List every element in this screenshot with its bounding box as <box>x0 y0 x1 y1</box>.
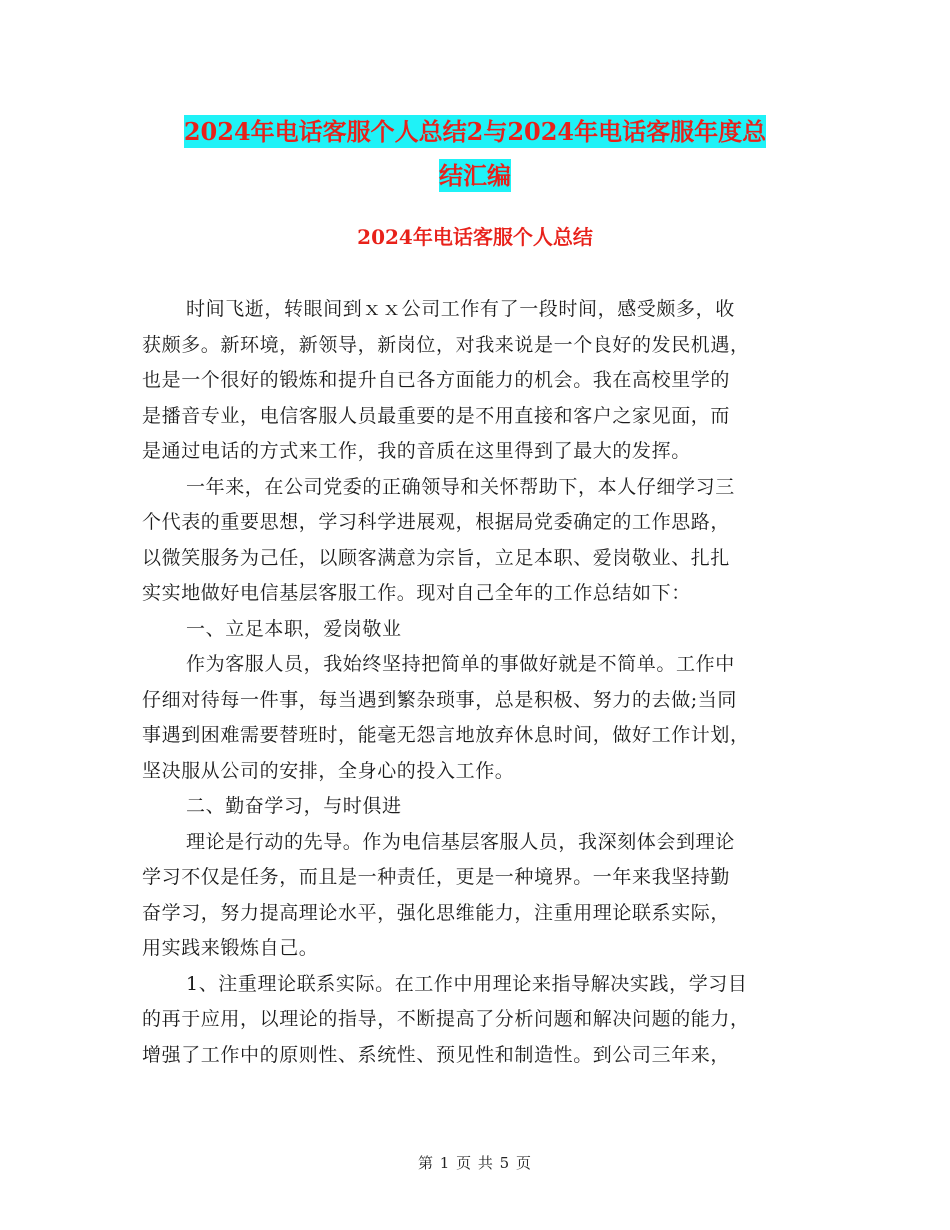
document-title <box>0 110 950 198</box>
body-line: 作为客服人员，我始终坚持把简单的事做好就是不简单。工作中 <box>186 653 735 675</box>
body-line: 以微笑服务为己任，以顾客满意为宗旨，立足本职、爱岗敬业、扎扎 <box>142 546 731 569</box>
section-heading: 二、勤奋学习，与时俱进 <box>186 795 402 817</box>
body-line: 的再于应用，以理论的指导，不断提高了分析问题和解决问题的能力， <box>142 1008 750 1030</box>
body-line: 实实地做好电信基层客服工作。现对自己全年的工作总结如下： <box>142 582 691 604</box>
section-title: 2024年电话客服个人总结 <box>357 225 593 249</box>
body-line: 是播音专业，电信客服人员最重要的是不用直接和客户之家见面，而 <box>142 404 731 427</box>
body-line: 仔细对待每一件事，每当遇到繁杂琐事，总是积极、努力的去做;当同 <box>142 688 738 711</box>
body-line: 用实践来锻炼自己。 <box>142 937 319 959</box>
section-heading: 一、立足本职，爱岗敬业 <box>186 617 402 640</box>
document-title-line-2: 结汇编 <box>439 161 511 190</box>
body-line: 时间飞逝，转眼间到ｘｘ公司工作有了一段时间，感受颇多，收 <box>186 298 735 320</box>
body-line: 增强了工作中的原则性、系统性、预见性和制造性。到公司三年来， <box>142 1043 731 1066</box>
body-line: 获颇多。新环境，新领导，新岗位，对我来说是一个良好的发民机遇， <box>142 333 750 356</box>
body-line: 1、注重理论联系实际。在工作中用理论来指导解决实践，学习目 <box>186 972 748 995</box>
body-line: 是通过电话的方式来工作，我的音质在这里得到了最大的发挥。 <box>142 440 691 462</box>
body-line: 奋学习，努力提高理论水平，强化思维能力，注重用理论联系实际， <box>142 901 731 924</box>
body-line: 坚决服从公司的安排，全身心的投入工作。 <box>142 759 515 782</box>
body-line: 理论是行动的先导。作为电信基层客服人员，我深刻体会到理论 <box>186 830 735 853</box>
body-text <box>142 292 808 1073</box>
body-line: 学习不仅是任务，而且是一种责任，更是一种境界。一年来我坚持勤 <box>142 866 731 888</box>
body-line: 也是一个很好的锻炼和提升自已各方面能力的机会。我在高校里学的 <box>142 369 731 391</box>
body-line: 一年来，在公司党委的正确领导和关怀帮助下，本人仔细学习三 <box>186 475 735 498</box>
page-footer: 第 1 页 共 5 页 <box>418 1154 532 1172</box>
body-line: 个代表的重要思想，学习科学进展观，根据局党委确定的工作思路， <box>142 511 731 533</box>
document-title-line-1: 2024年电话客服个人总结2与2024年电话客服年度总 <box>183 117 767 146</box>
body-line: 事遇到困难需要替班时，能毫无怨言地放弃休息时间，做好工作计划， <box>142 724 750 746</box>
